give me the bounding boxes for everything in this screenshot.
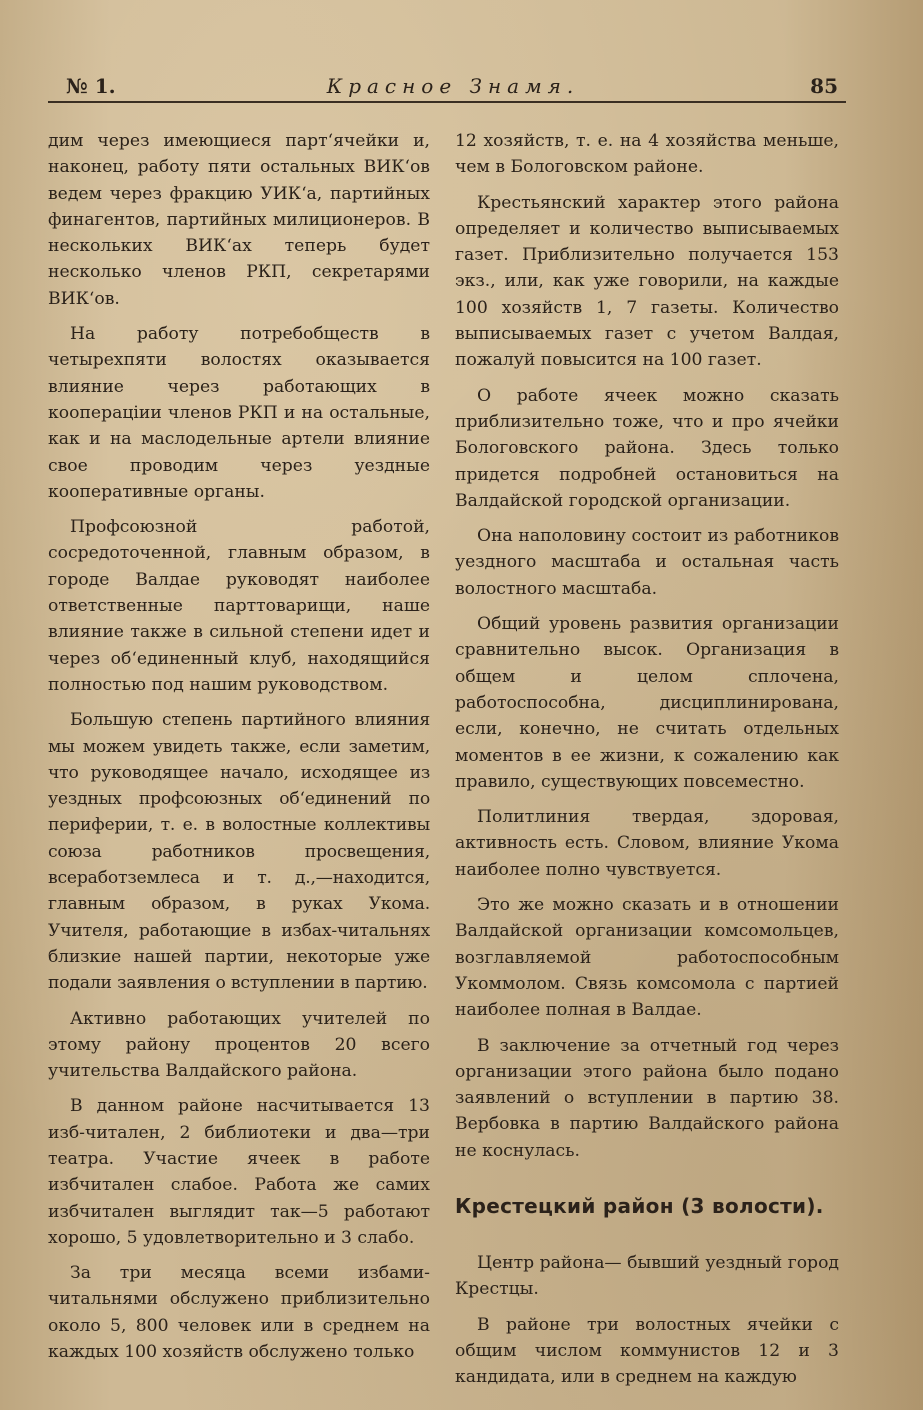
page-header <box>58 70 848 102</box>
paragraph: В данном районе насчитывается 13 изб-читален, 2 библиотеки и два—три театра. Участие ячеек в работе избчитален слабое. Работа же самих избчитален выглядит так—5 работают хорошо, 5 удовлетворительно и 3 слабо. <box>48 1096 430 1248</box>
paragraph: Она наполовину состоит из работников уездного масштаба и остальная часть волостного масштаба. <box>455 526 839 599</box>
page-number: 85 <box>810 74 838 98</box>
paragraph: В заключение за отчетный год через организации этого района было подано заявлений о вступлении в партию 38. Вербовка в партию Валдайского района не коснулась. <box>455 1035 839 1161</box>
left-column <box>48 128 430 1374</box>
running-title: Красное Знамя. <box>326 74 580 98</box>
right-column <box>455 128 839 1399</box>
paragraph: Большую степень партийного влияния мы можем увидеть также, если заметим, что руководящее начало, исходящее из уездных профсоюзных об‘единений по периферии, т. е. в волостные коллективы союза работников просвещения, всеработземлеса и т. д.,—находится, главным образом, в руках Укома. Учителя, работающие в избах-читальнях близкие нашей партии, некоторые уже подали заявления о вступлении в партию. <box>48 710 430 994</box>
issue-number: № 1. <box>66 74 116 98</box>
paragraph: дим через имеющиеся парт‘ячейки и, наконец, работу пяти остальных ВИК‘ов ведем через фракцию УИК‘а, партийных финагентов, партийных милиционеров. В нескольких ВИК‘ах теперь будет несколько членов РКП, секретарями ВИК‘ов. <box>48 131 430 309</box>
paragraph: Политлиния твердая, здоровая, активность есть. Словом, влияние Укома наиболее полно чувствуется. <box>455 807 839 880</box>
paragraph: 12 хозяйств, т. е. на 4 хозяйства меньше, чем в Бологовском районе. <box>455 131 839 178</box>
header-rule <box>48 101 846 103</box>
paragraph: Крестьянский характер этого района определяет и количество выписываемых газет. Приблизительно получается 153 экз., или, как уже говорили, на каждые 100 хозяйств 1, 7 газеты. Количество выписываемых газет с учетом Валдая, пожалуй повысится на 100 газет. <box>455 192 839 371</box>
paragraph: В районе три волостных ячейки с общим числом коммунистов 12 и 3 кандидата, или в среднем на каждую <box>455 1314 839 1388</box>
paragraph: Профсоюзной работой, сосредоточенной, главным образом, в городе Валдае руководят наиболее ответственные парттоварищи, наше влияние также в сильной степени идет и через об‘единенный клуб, находящийся полностью под нашим руководством. <box>48 517 430 695</box>
paragraph: Это же можно сказать и в отношении Валдайской организации комсомольцев, возглавляемой работоспособным Укоммолом. Связь комсомола с партией наиболее полная в Валдае. <box>455 895 839 1021</box>
section-heading: Крестецкий район (3 волости). <box>455 1193 824 1218</box>
paragraph: Общий уровень развития организации сравнительно высок. Организация в общем и целом сплочена, работоспособна, дисциплинирована, если, конечно, не считать отдельных моментов в ее жизни, к сожалению как правило, существующих повсеместно. <box>455 614 839 792</box>
paragraph: О работе ячеек можно сказать приблизительно тоже, что и про ячейки Бологовского района. Здесь только придется подробней остановиться на Валдайской городской организации. <box>455 385 839 511</box>
paragraph: Центр района— бывший уездный город Крестцы. <box>455 1252 839 1300</box>
paragraph: На работу потребобществ в четырехпяти волостях оказывается влияние через работающих в коопераціии членов РКП и на остальные, как и на маслодельные артели влияние свое проводим через уездные кооперативные органы. <box>48 324 430 502</box>
paragraph: Активно работающих учителей по этому району процентов 20 всего учительства Валдайского района. <box>48 1008 430 1082</box>
paragraph: За три месяца всеми избами-читальнями обслужено приблизительно около 5, 800 человек или в среднем на каждых 100 хозяйств обслужено только <box>48 1263 430 1363</box>
